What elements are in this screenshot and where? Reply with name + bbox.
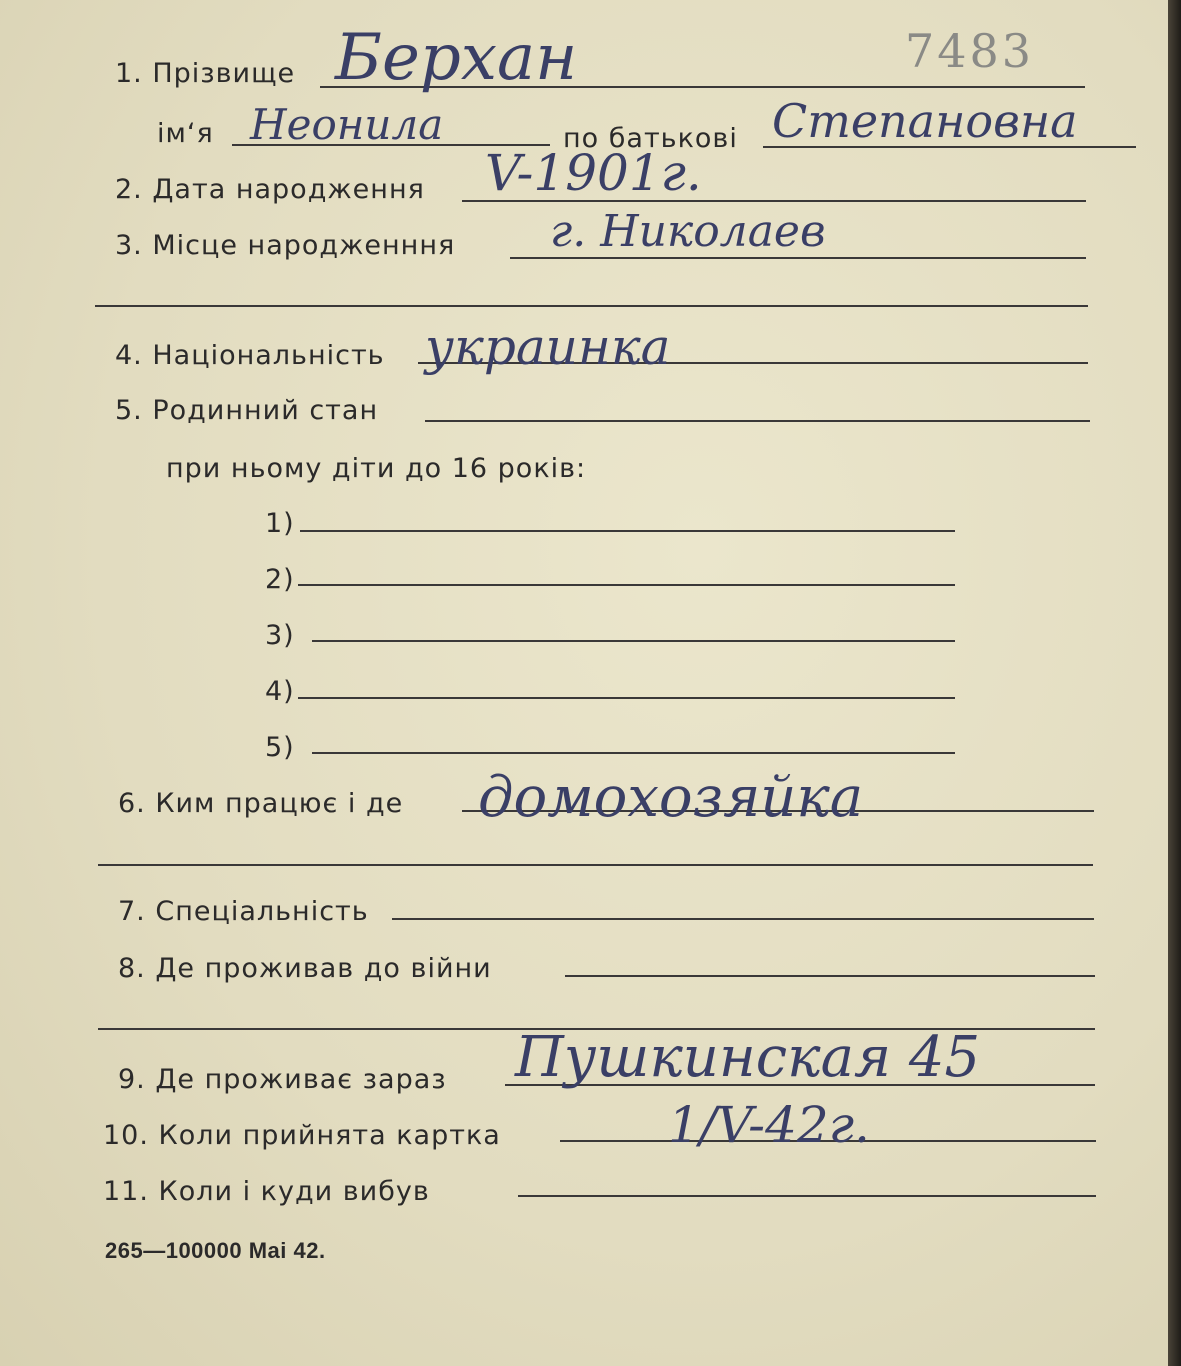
occupation-label: 6. Ким працює і де (118, 788, 404, 819)
child-4-line (298, 697, 955, 699)
child-3-num: 3) (265, 620, 295, 651)
nationality-value: украинка (425, 318, 671, 376)
children-label: при ньому діти до 16 років: (166, 453, 587, 484)
specialty-line (392, 918, 1094, 920)
birth-place-label: 3. Місце народженння (115, 230, 456, 261)
patronymic-label: по батькові (563, 123, 738, 154)
current-residence-label: 9. Де проживає зараз (118, 1064, 447, 1095)
nationality-label: 4. Національність (115, 340, 385, 371)
specialty-label: 7. Спеціальність (118, 896, 369, 927)
card-edge (1168, 0, 1181, 1366)
birth-place-value: г. Николаев (550, 206, 826, 257)
print-code: 265—100000 Mai 42. (105, 1238, 326, 1263)
child-3-line (312, 640, 955, 642)
child-2-line (298, 584, 955, 586)
prewar-residence-line (565, 975, 1095, 977)
occupation-line-2 (98, 864, 1093, 866)
child-5-line (312, 752, 955, 754)
patronymic-value: Степановна (772, 94, 1078, 148)
prewar-residence-label: 8. Де проживав до війни (118, 953, 492, 984)
departed-label: 11. Коли і куди вибув (103, 1176, 430, 1207)
birth-place-line (510, 257, 1086, 259)
child-4-num: 4) (265, 676, 295, 707)
marital-status-line (425, 420, 1090, 422)
card-accepted-label: 10. Коли прийнята картка (103, 1120, 501, 1151)
birth-place-line-2 (95, 305, 1088, 307)
name-value: Неонила (250, 100, 444, 149)
birth-date-label: 2. Дата народження (115, 174, 425, 205)
surname-value: Берхан (335, 21, 578, 95)
name-label: ім‘я (157, 118, 214, 149)
card-accepted-value: 1/V-42г. (668, 1096, 870, 1154)
child-2-num: 2) (265, 564, 295, 595)
marital-status-label: 5. Родинний стан (115, 395, 379, 426)
surname-label: 1. Прізвище (115, 58, 296, 89)
child-1-num: 1) (265, 508, 295, 539)
child-1-line (300, 530, 955, 532)
departed-line (518, 1195, 1096, 1197)
birth-date-value: V-1901г. (485, 144, 702, 202)
occupation-value: домохозяйка (478, 765, 864, 830)
archive-number: 7483 (905, 24, 1035, 78)
current-residence-value: Пушкинская 45 (515, 1025, 981, 1090)
child-5-num: 5) (265, 732, 295, 763)
